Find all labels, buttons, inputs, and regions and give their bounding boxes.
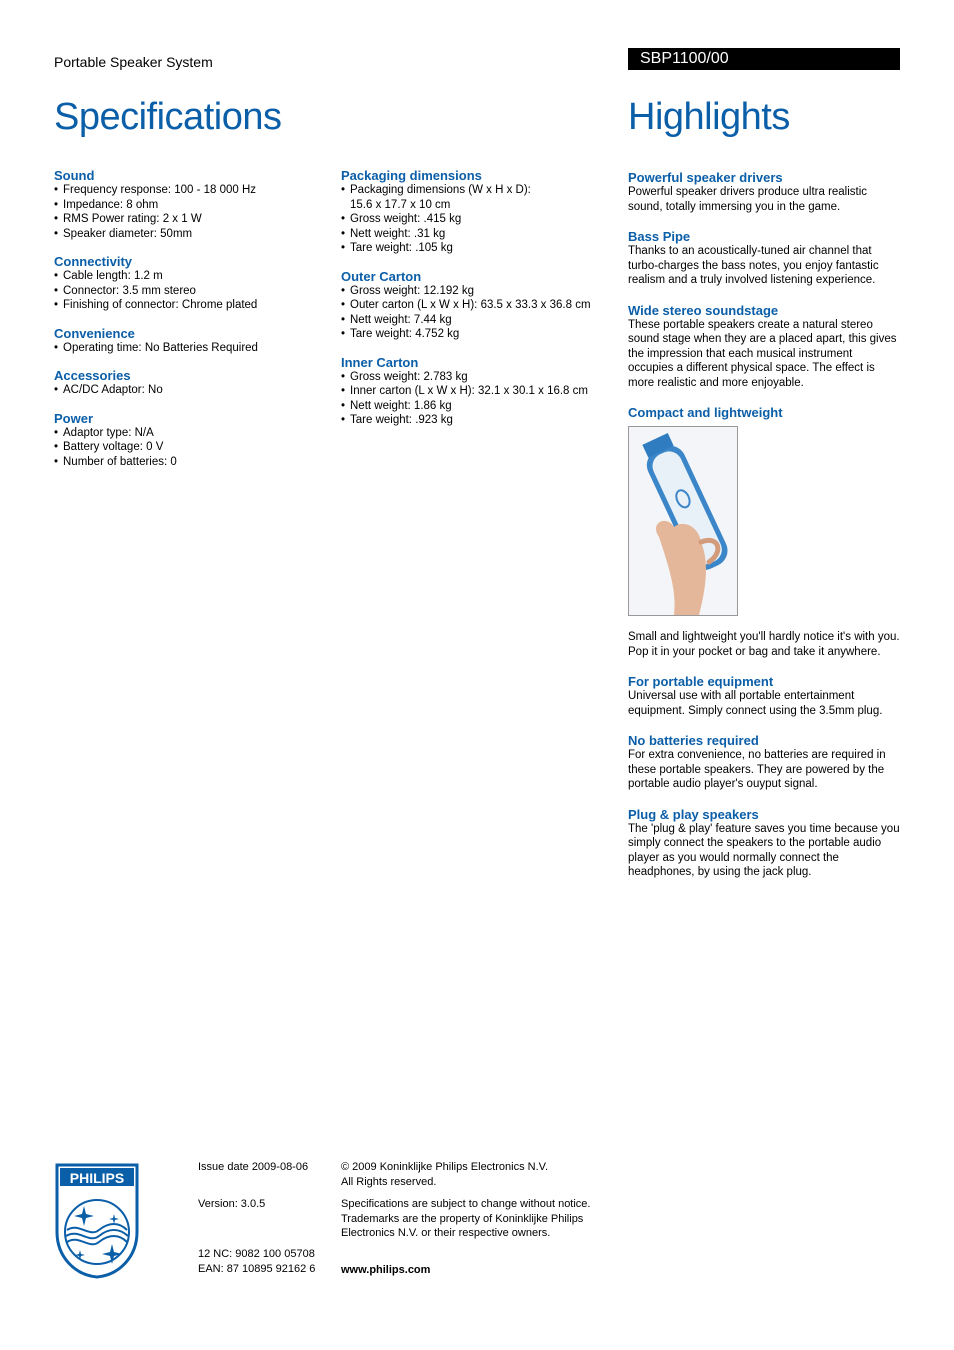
spec-item: • AC/DC Adaptor: No (54, 383, 324, 398)
website-link[interactable]: www.philips.com (341, 1263, 431, 1276)
spec-item: • Gross weight: 2.783 kg (341, 370, 616, 385)
notice-line: Specifications are subject to change without notice. (341, 1198, 591, 1210)
section-title: Power (54, 410, 94, 426)
spec-item: • Inner carton (L x W x H): 32.1 x 30.1 x 16.8 cm (341, 384, 616, 399)
spec-section-outer-carton (341, 269, 616, 342)
spec-item: • Operating time: No Batteries Required (54, 341, 324, 356)
highlight-title: Wide stereo soundstage (628, 302, 779, 318)
highlight-title: Bass Pipe (628, 229, 691, 244)
footer-meta (198, 1160, 333, 1276)
spec-item: • Speaker diameter: 50mm (54, 227, 324, 242)
spec-item: • Tare weight: .105 kg (341, 241, 616, 256)
spec-item: • Number of batteries: 0 (54, 455, 324, 470)
logo-text: PHILIPS (69, 1170, 125, 1186)
section-title: Packaging dimensions (341, 168, 482, 183)
section-title: Connectivity (54, 254, 133, 269)
spec-column-1 (54, 168, 324, 482)
spec-section-accessories (54, 368, 324, 398)
ean-number: EAN: 87 10895 92162 6 (198, 1262, 316, 1275)
section-title: Outer Carton (341, 268, 422, 284)
spec-item-continuation: 15.6 x 17.7 x 10 cm (350, 198, 451, 211)
product-photo (628, 426, 738, 616)
spec-section-sound (54, 168, 324, 241)
highlight-no-batteries (628, 733, 900, 792)
highlight-title: Plug & play speakers (628, 806, 759, 822)
highlight-text: Powerful speaker drivers produce ultra realistic sound, totally immersing you in the game. (628, 186, 868, 213)
notice-line: Trademarks are the property of Koninklijke Philips (341, 1212, 584, 1225)
highlight-text: Thanks to an acoustically-tuned air channel that turbo-charges the bass notes, you enjoy fantastic realism and a truly involved listening experience. (628, 245, 879, 286)
section-title: Convenience (54, 325, 135, 341)
highlight-plug-play (628, 807, 900, 880)
highlight-text: Small and lightweight you'll hardly notice it's with you. Pop it in your pocket or bag and take it anywhere. (628, 631, 900, 658)
highlight-powerful-drivers (628, 170, 900, 214)
spec-item (341, 183, 616, 212)
specifications-title: Specifications (54, 96, 282, 138)
highlight-title: Powerful speaker drivers (628, 170, 783, 185)
spec-item: • Adaptor type: N/A (54, 426, 324, 441)
section-title: Sound (54, 168, 95, 183)
highlights-column (628, 170, 900, 895)
spec-section-power (54, 411, 324, 470)
spec-section-inner-carton (341, 355, 616, 428)
highlight-text: Universal use with all portable entertainment equipment. Simply connect using the 3.5mm plug. (628, 690, 883, 717)
spec-item: • Impedance: 8 ohm (54, 198, 324, 213)
highlight-bass-pipe (628, 229, 900, 288)
spec-item: • Tare weight: .923 kg (341, 413, 616, 428)
highlight-text: For extra convenience, no batteries are required in these portable speakers. They are powered by the portable audio player's ouyput signal. (628, 749, 886, 790)
copyright: © 2009 Koninklijke Philips Electronics N.V. (341, 1161, 549, 1173)
highlight-title: No batteries required (628, 733, 759, 748)
version: Version: 3.0.5 (198, 1197, 266, 1210)
highlights-title: Highlights (628, 96, 790, 138)
spec-item: • Nett weight: .31 kg (341, 227, 616, 242)
highlight-text: These portable speakers create a natural stereo sound stage when they are a placed apart, this gives the impression that each musical instrument occupies a different physical space. The effect is more realistic and more enjoyable. (628, 318, 897, 389)
notice-line: Electronics N.V. or their respective owners. (341, 1227, 551, 1239)
spec-item: • Gross weight: 12.192 kg (341, 284, 616, 299)
spec-section-packaging (341, 168, 616, 256)
spec-item: • RMS Power rating: 2 x 1 W (54, 212, 324, 227)
spec-item: • Nett weight: 7.44 kg (341, 313, 616, 328)
spec-item: • Tare weight: 4.752 kg (341, 327, 616, 342)
section-title: Inner Carton (341, 354, 419, 370)
spec-section-convenience (54, 326, 324, 356)
hand-holding-speaker-image (629, 427, 737, 615)
spec-item: • Gross weight: .415 kg (341, 212, 616, 227)
highlight-portable-equipment (628, 674, 900, 718)
highlight-compact (628, 405, 900, 659)
highlight-title: For portable equipment (628, 674, 774, 689)
rights: All Rights reserved. (341, 1175, 437, 1188)
spec-item: • Connector: 3.5 mm stereo (54, 284, 324, 299)
spec-item: • Nett weight: 1.86 kg (341, 399, 616, 414)
highlight-wide-stereo (628, 303, 900, 391)
issue-date: Issue date 2009-08-06 (198, 1161, 309, 1173)
product-category: Portable Speaker System (54, 54, 213, 70)
highlight-text: The 'plug & play' feature saves you time because you simply connect the speakers to the portable audio player as you would normally connect the headphones, by using the jack plug. (628, 822, 900, 878)
notice-block (341, 1197, 611, 1241)
highlight-title: Compact and lightweight (628, 405, 783, 420)
spec-column-2 (341, 168, 616, 441)
spec-item: • Finishing of connector: Chrome plated (54, 298, 324, 313)
copyright-block (341, 1160, 611, 1189)
footer-legal (341, 1160, 611, 1277)
spec-item: • Battery voltage: 0 V (54, 440, 324, 455)
spec-item: • Outer carton (L x W x H): 63.5 x 33.3 x 36.8 cm (341, 298, 616, 313)
philips-shield-logo (54, 1162, 140, 1280)
spec-item: • Frequency response: 100 - 18 000 Hz (54, 183, 324, 198)
spec-section-connectivity (54, 254, 324, 313)
spec-item: • Cable length: 1.2 m (54, 269, 324, 284)
nc-number: 12 NC: 9082 100 05708 (198, 1248, 315, 1260)
spec-item-text: Packaging dimensions (W x H x D): (350, 184, 531, 196)
section-title: Accessories (54, 368, 131, 383)
model-number-bar: SBP1100/00 (628, 48, 900, 70)
